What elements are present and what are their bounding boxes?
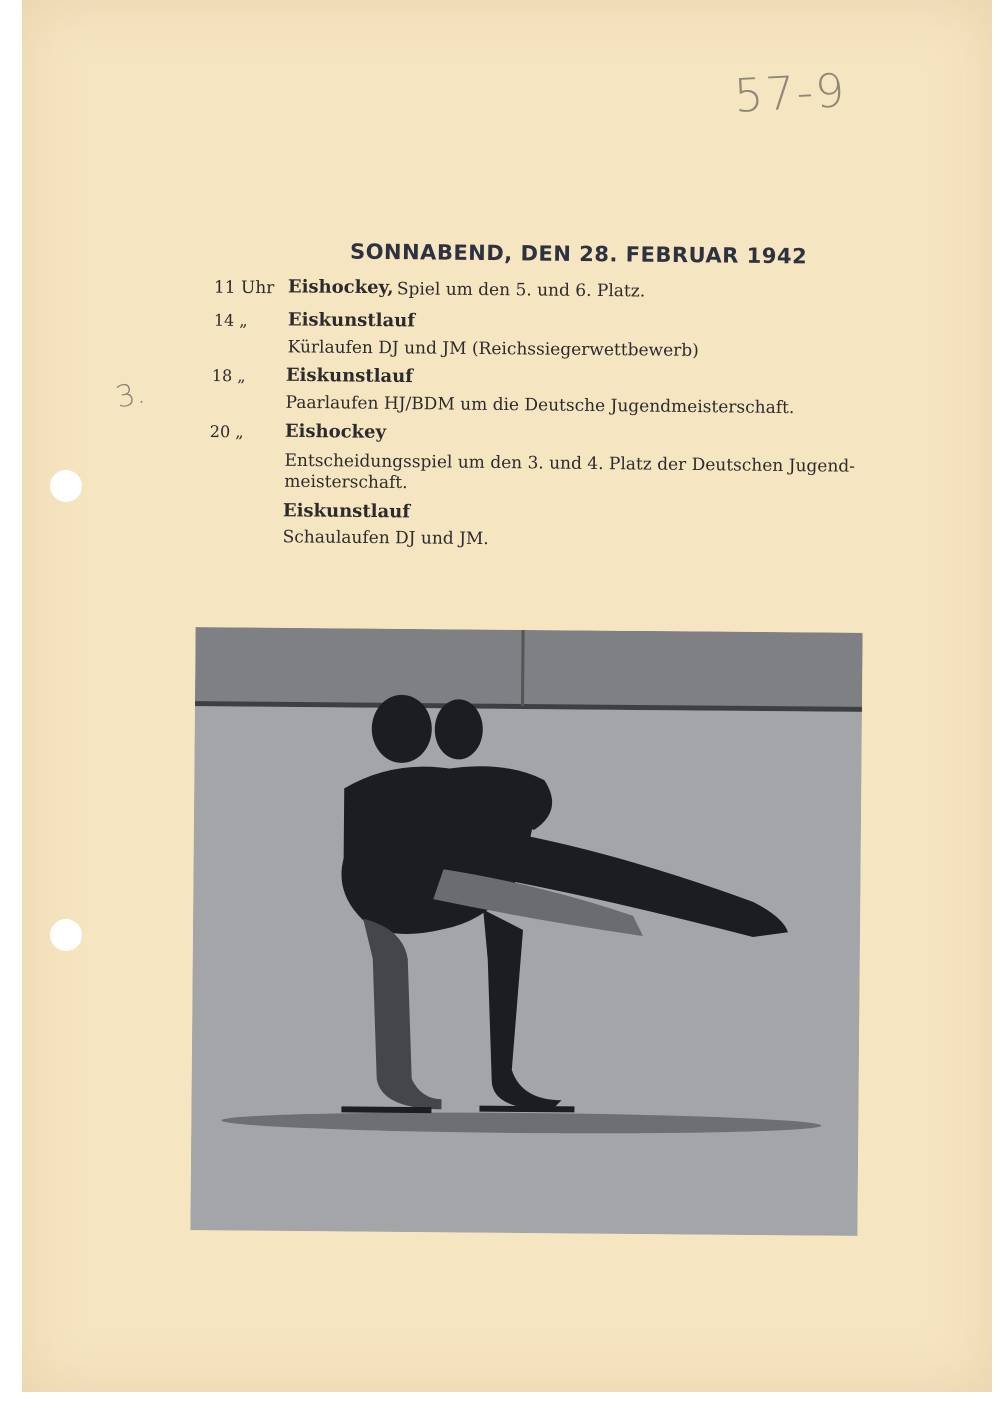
entry-description: Spiel um den 5. und 6. Platz. — [396, 279, 646, 302]
rink-wall — [195, 627, 863, 711]
page-heading: SONNABEND, DEN 28. FEBRUAR 1942 — [349, 239, 808, 269]
entry-time: 20 „ — [209, 421, 244, 442]
male-skate-blade — [479, 1106, 574, 1113]
female-skate-blade — [341, 1106, 431, 1113]
entry-title: Eishockey, — [287, 276, 394, 299]
entry-title: Eiskunstlauf — [282, 500, 411, 523]
entry-title: Eiskunstlauf — [287, 309, 416, 332]
female-skater-head — [371, 695, 432, 764]
entry-title: Eiskunstlauf — [285, 364, 414, 388]
punch-hole-bottom — [50, 919, 82, 951]
entry-title: Eishockey — [284, 420, 387, 443]
photo-image — [190, 627, 862, 1236]
document-sheet — [22, 0, 992, 1392]
entry-description: Entscheidungsspiel um den 3. und 4. Platz der Deutschen Jugend- — [284, 450, 856, 477]
entry-time: 14 „ — [213, 310, 248, 330]
entry-description: Kürlaufen DJ und JM (Reichssiegerwettbewerb) — [287, 337, 699, 361]
pair-skating-photo — [190, 627, 862, 1236]
punch-hole-top — [50, 470, 82, 502]
margin-mark: 3. — [112, 375, 148, 416]
entry-time: 18 „ — [211, 365, 246, 386]
entry-description: Paarlaufen HJ/BDM um die Deutsche Jugendmeisterschaft. — [285, 392, 795, 419]
entry-time: 11 Uhr — [213, 277, 275, 299]
entry-description: Schaulaufen DJ und JM. — [282, 527, 489, 550]
entry-description-continued: meisterschaft. — [284, 471, 408, 494]
folio-number: 57-9 — [732, 63, 848, 123]
